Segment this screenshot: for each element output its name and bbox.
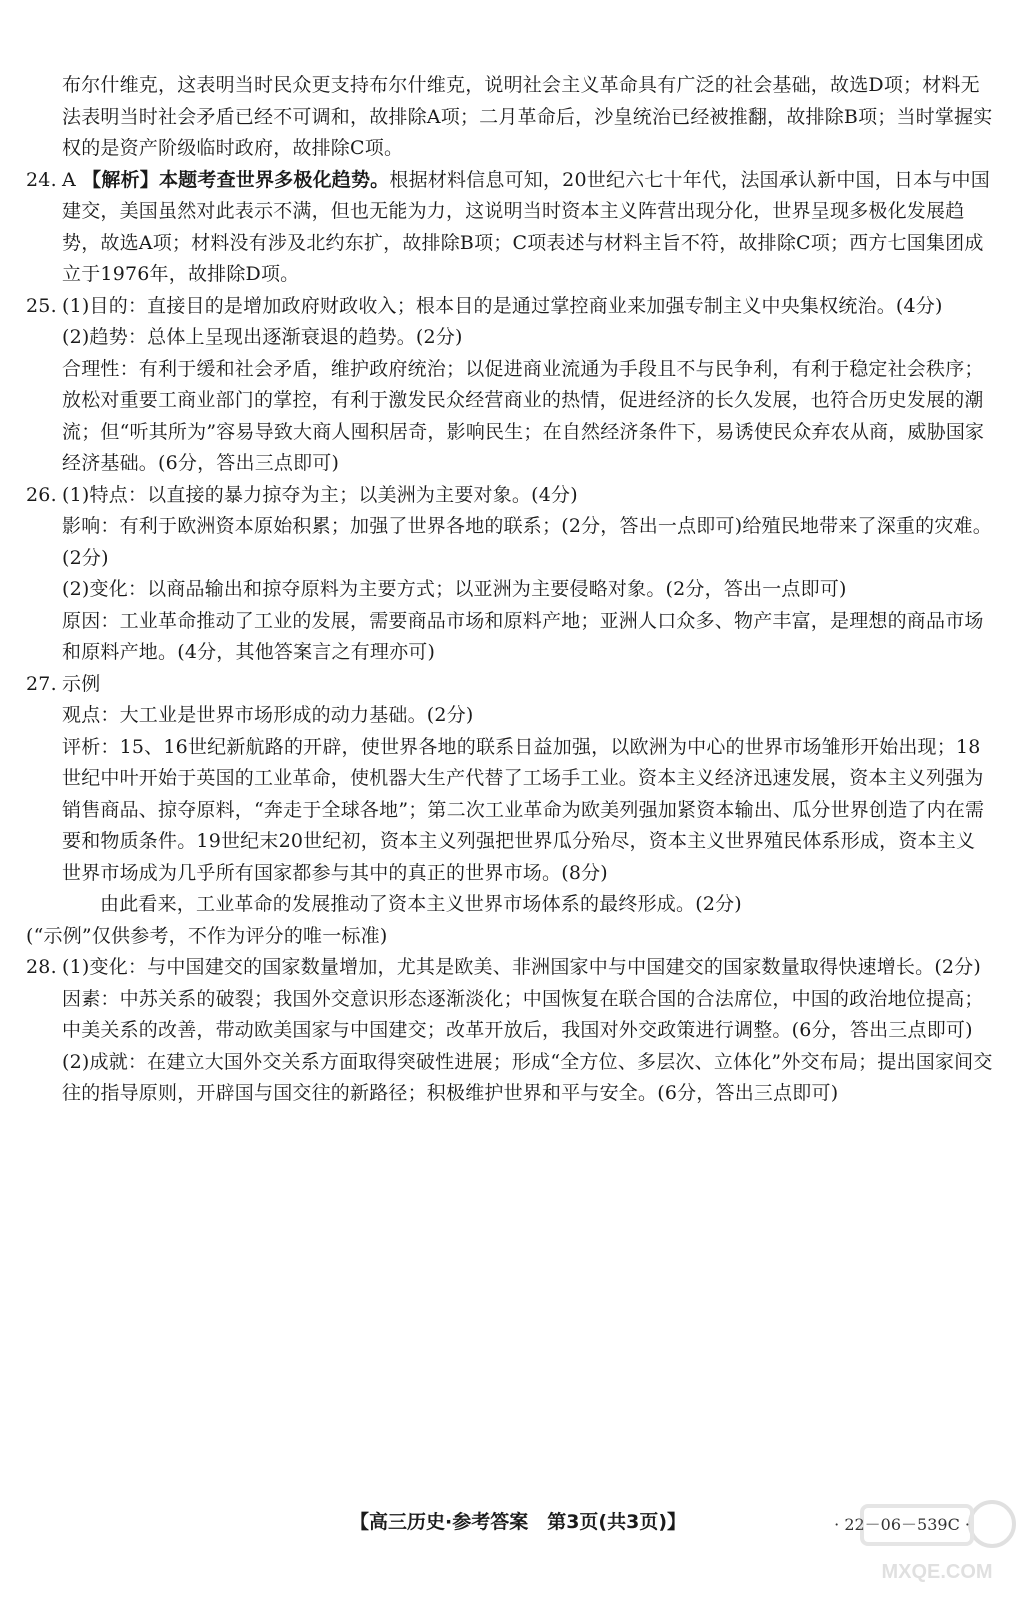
document-code: · 22－06－539C · [834,1515,970,1534]
q28-part1-text: (1)变化：与中国建交的国家数量增加，尤其是欧美、非洲国家中与中国建交的国家数量取得快速增长。(2分) [62,956,982,978]
q26-reason: 原因：工业革命推动了工业的发展，需要商品市场和原料产地；亚洲人口众多、物产丰富，是理想的商品市场和原料产地。(4分，其他答案言之有理亦可) [62,609,984,663]
q26-part1-text: (1)特点：以直接的暴力掠夺为主；以美洲为主要对象。(4分) [62,483,578,506]
watermark-graphic [852,1494,1022,1586]
q23-continuation: 布尔什维克，这表明当时民众更支持布尔什维克，说明社会主义革命具有广泛的社会基础，故选D项；材料无法表明当时社会矛盾已经不可调和，故排除A项；二月革命后，沙皇统治已经被推翻，故排除B项；当时掌握实权的是资产阶级临时政府，故排除C项。 [62,74,993,159]
q28-factors: 因素：中苏关系的破裂；我国外交意识形态逐渐淡化；中国恢复在联合国的合法席位，中国的政治地位提高；中美关系的改善，带动欧美国家与中国建交；改革开放后，我国对外交政策进行调整。(6分，答出三点即可) [62,987,984,1041]
q27-conclusion: 由此看来，工业革命的发展推动了资本主义世界市场体系的最终形成。(2分) [100,893,742,915]
q26-part1 [26,480,994,512]
q24-number: 24. [26,168,57,191]
answer-content [26,70,994,1110]
q27-heading [26,669,994,701]
q27-analysis: 评析：15、16世纪新航路的开辟，使世界各地的联系日益加强，以欧洲为中心的世界市场雏形开始出现；18世纪中叶开始于英国的工业革命，使机器大生产代替了工场手工业。资本主义经济迅速发展，资本主义列强为销售商品、掠夺原料，“奔走于全球各地”；第二次工业革命为欧美列强加紧资本输出、瓜分世界创造了内在需要和物质条件。19世纪末20世纪初，资本主义列强把世界瓜分殆尽，资本主义世界殖民体系形成，资本主义世界市场成为几乎所有国家都参与其中的真正的世界市场。(8分) [62,735,985,884]
q24-analysis-heading: 【解析】本题考查世界多极化趋势。 [82,168,390,191]
q26-part2: (2)变化：以商品输出和掠夺原料为主要方式；以亚洲为主要侵略对象。(2分，答出一点即可) [62,578,847,600]
q25-number: 25. [26,294,57,317]
q24-analysis-text: 根据材料信息可知，20世纪六七十年代，法国承认新中国，日本与中国建交，美国虽然对此表示不满，但也无能为力，这说明当时资本主义阵营出现分化，世界呈现多极化发展趋势，故选A项；材料没有涉及北约东扩，故排除B项；C项表述与材料主旨不符，故排除C项；西方七国集团成立于1976年，故排除D项。 [62,168,990,285]
q25-part2: (2)趋势：总体上呈现出逐渐衰退的趋势。(2分) [62,326,463,348]
q27-viewpoint: 观点：大工业是世界市场形成的动力基础。(2分) [62,704,474,726]
q25-part1 [26,291,994,323]
q28-part1 [26,952,994,984]
q25-rationality: 合理性：有利于缓和社会矛盾，维护政府统治；以促进商业流通为手段且不与民争利，有利于稳定社会秩序；放松对重要工商业部门的掌控，有利于激发民众经营商业的热情，促进经济的长久发展，也符合历史发展的潮流；但“听其所为”容易导致大商人囤积居奇，影响民生；在自然经济条件下，易诱使民众弃农从商，威胁国家经济基础。(6分，答出三点即可) [62,357,985,474]
site-watermark-logo [852,1494,1022,1586]
q24-answer: A [62,168,83,191]
watermark-text: MXQE.COM [881,1561,993,1583]
q27-note: (“示例”仅供参考，不作为评分的唯一标准) [26,924,388,947]
q28-part2: (2)成就：在建立大国外交关系方面取得突破性进展；形成“全方位、多层次、立体化”外交布局；提出国家间交往的指导原则，开辟国与国交往的新路径；积极维护世界和平与安全。(6分，答出三点即可) [62,1050,993,1104]
q26-impact: 影响：有利于欧洲资本原始积累；加强了世界各地的联系；(2分，答出一点即可)给殖民地带来了深重的灾难。(2分) [62,515,992,569]
q27-number: 27. [26,672,57,695]
q27-title: 示例 [62,672,101,695]
q25-part1-text: (1)目的：直接目的是增加政府财政收入；根本目的是通过掌控商业来加强专制主义中央集权统治。(4分) [62,294,943,317]
q28-number: 28. [26,956,57,978]
page-footer: 【高三历史·参考答案 第3页(共3页)】 [349,1511,687,1533]
q24-paragraph [26,165,994,291]
q26-number: 26. [26,483,57,506]
